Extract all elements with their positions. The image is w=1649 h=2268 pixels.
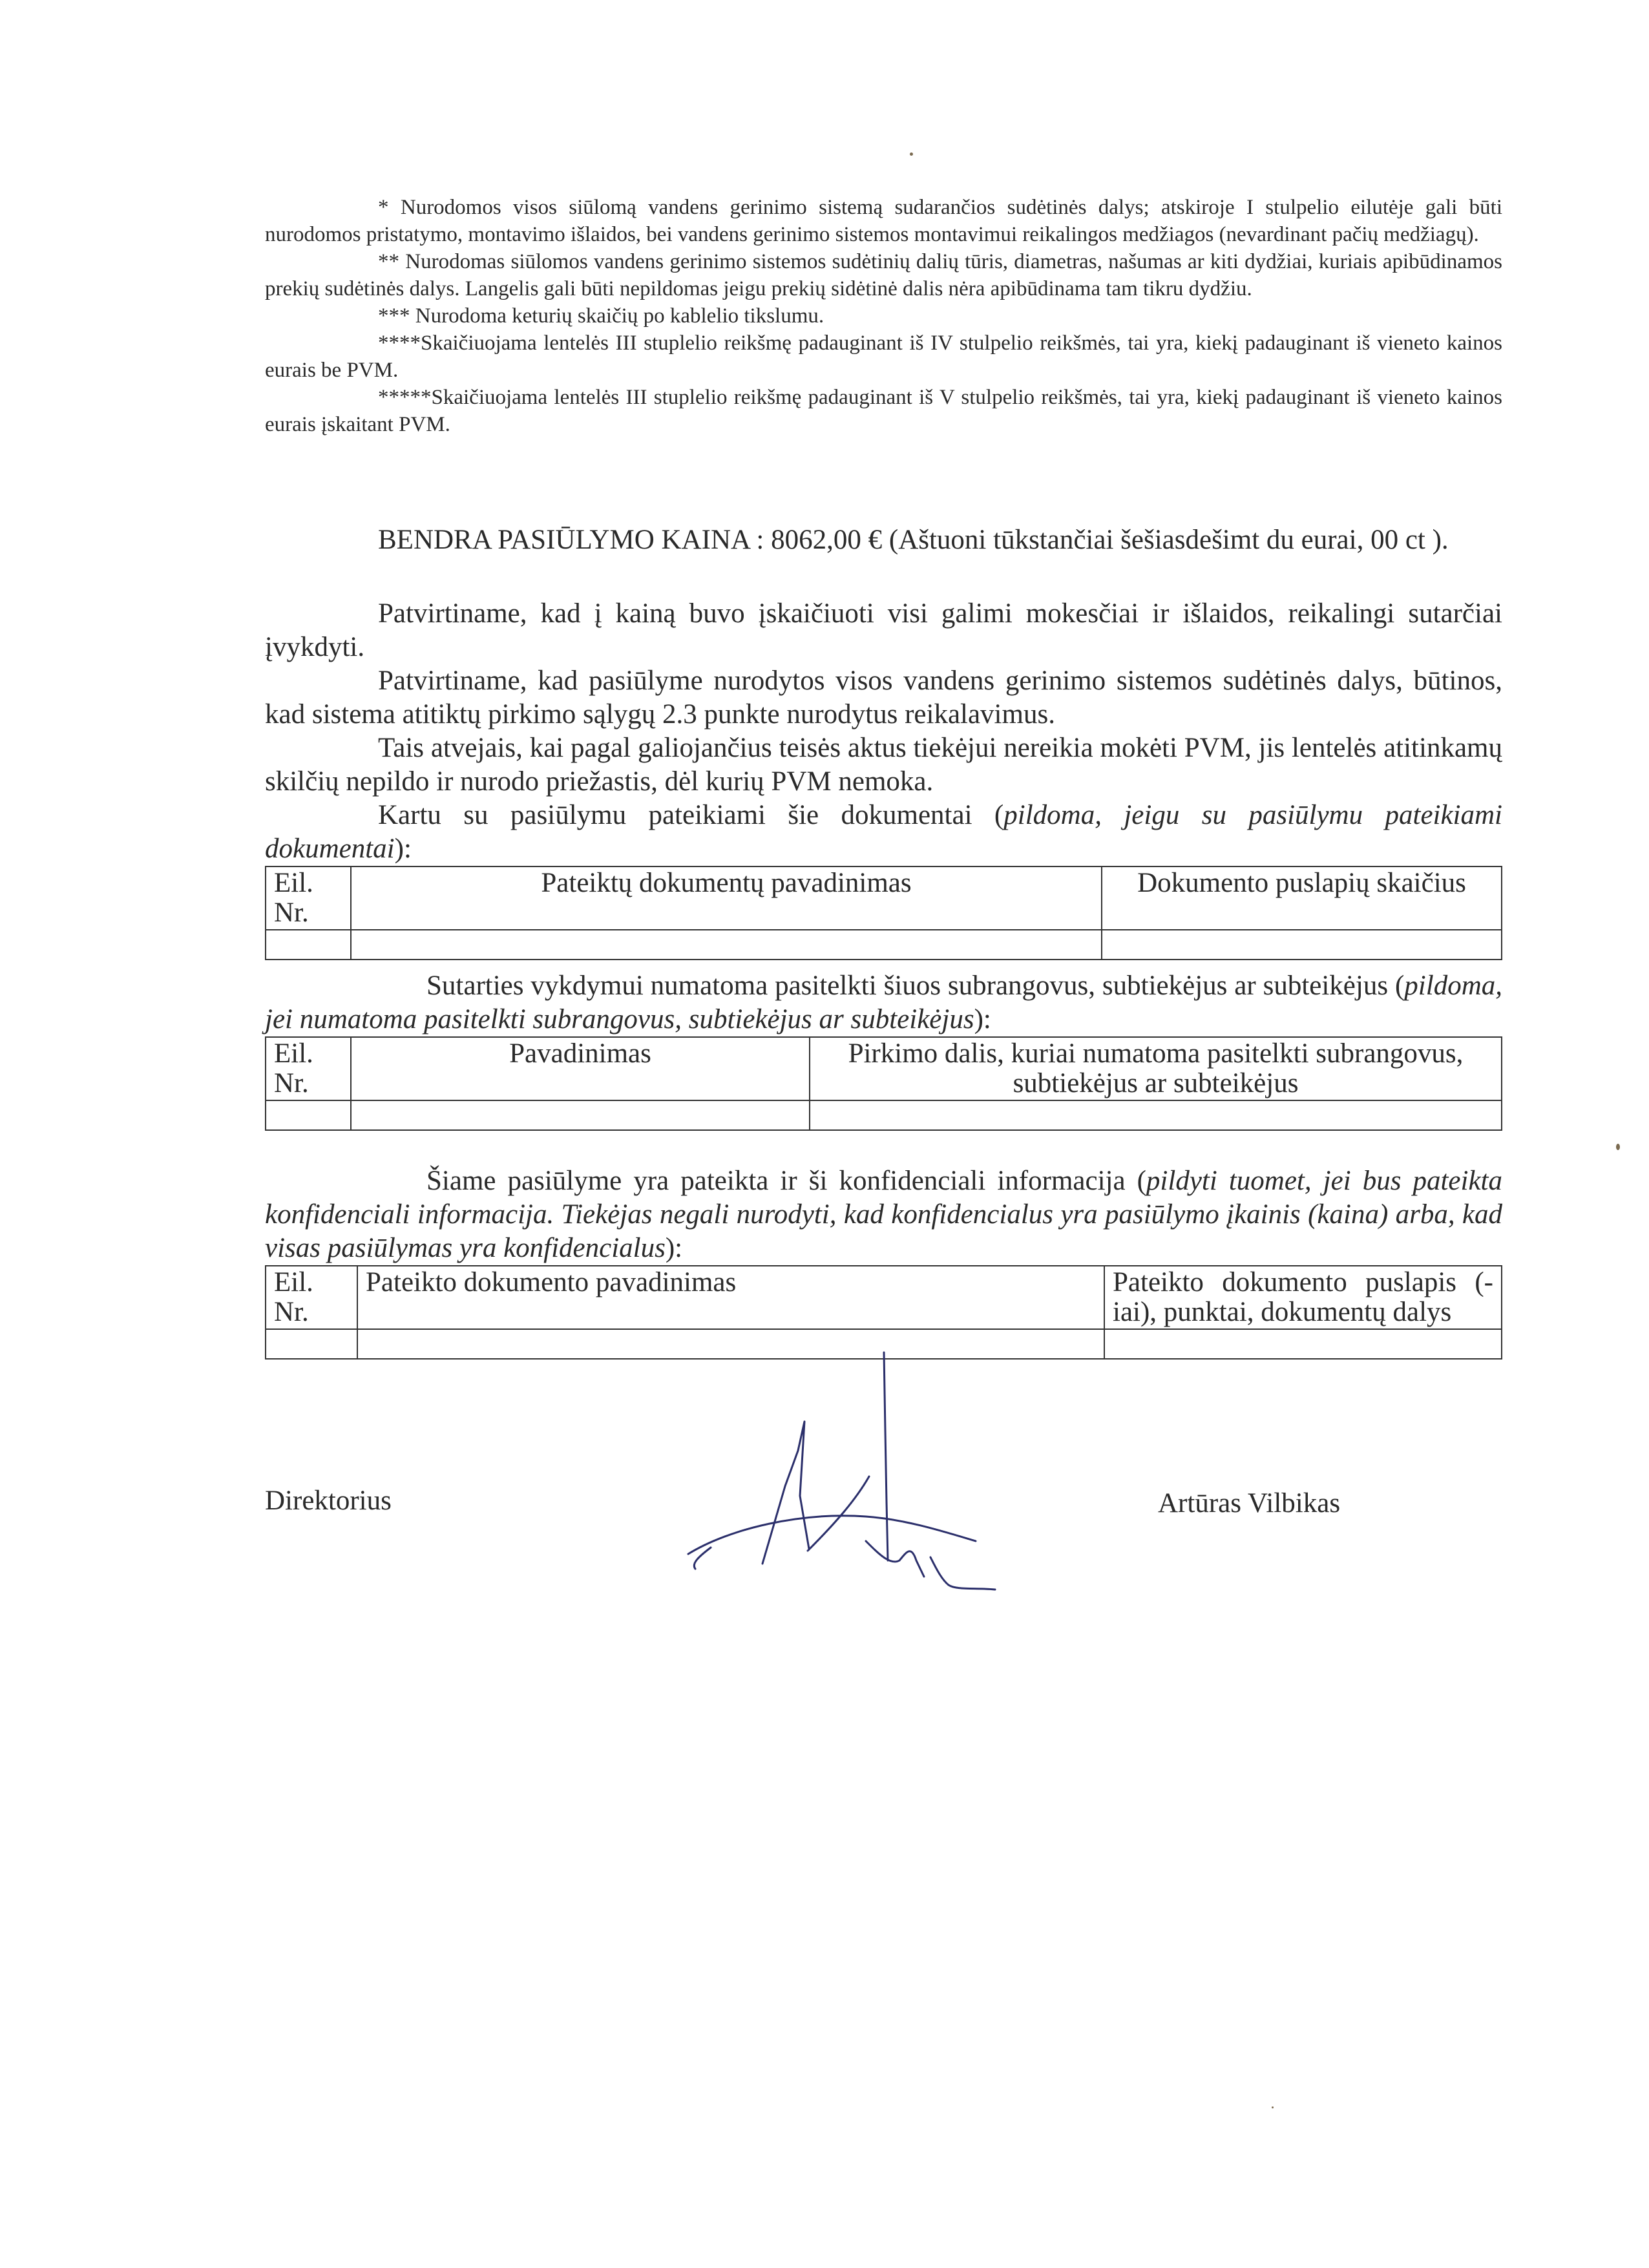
subcontractors-intro-end: ): bbox=[974, 1004, 991, 1034]
confirmation-1: Patvirtiname, kad į kainą buvo įskaičiuoti visi galimi mokesčiai ir išlaidos, reikalingi sutarčiai įvykdyti. bbox=[265, 598, 1502, 662]
documents-intro-text: Kartu su pasiūlymu pateikiami šie dokumentai ( bbox=[378, 800, 1004, 830]
documents-table-header bbox=[266, 866, 1502, 930]
confidential-col-pages: Pateikto dokumento puslapis (-iai), punktai, dokumentų dalys bbox=[1104, 1266, 1502, 1329]
subcontractors-col-part: Pirkimo dalis, kuriai numatoma pasitelkti subrangovus, subtiekėjus ar subteikėjus bbox=[810, 1037, 1502, 1100]
scan-speck bbox=[1272, 2106, 1274, 2108]
footnotes bbox=[265, 194, 1502, 438]
footnote-3: *** Nurodoma keturių skaičių po kablelio tikslumu. bbox=[378, 304, 824, 328]
documents-col-nr: Eil. Nr. bbox=[266, 866, 351, 930]
documents-intro bbox=[265, 799, 1502, 866]
table-cell[interactable] bbox=[810, 1100, 1502, 1130]
footnote-5: *****Skaičiuojama lentelės III stuplelio reikšmę padauginant iš V stulpelio reikšmės, tai yra, kiekį padauginant iš vieneto kainos eurais įskaitant PVM. bbox=[265, 386, 1502, 436]
documents-col-name: Pateiktų dokumentų pavadinimas bbox=[351, 866, 1102, 930]
confidential-col-name: Pateikto dokumento pavadinimas bbox=[357, 1266, 1104, 1329]
documents-table-row bbox=[266, 930, 1502, 960]
documents-col-pages: Dokumento puslapių skaičius bbox=[1102, 866, 1502, 930]
table-cell[interactable] bbox=[1102, 930, 1502, 960]
subcontractors-col-name: Pavadinimas bbox=[351, 1037, 810, 1100]
table-cell[interactable] bbox=[351, 1100, 810, 1130]
scan-speck bbox=[1616, 1144, 1620, 1150]
subcontractors-col-nr: Eil. Nr. bbox=[266, 1037, 351, 1100]
confidential-intro-italic: pildyti tuomet, jei bus pateikta konfidenciali informacija. Tiekėjas negali nurodyti, kad konfidencialus yra pasiūlymo įkainis (kaina) arba, kad visas pasiūlymas yra konfidencialus bbox=[265, 1166, 1502, 1263]
main-body bbox=[265, 523, 1502, 1360]
documents-intro-italic: pildoma, jeigu su pasiūlymu pateikiami dokumentai bbox=[265, 800, 1503, 864]
total-price: BENDRA PASIŪLYMO KAINA : 8062,00 € (Aštuoni tūkstančiai šešiasdešimt du eurai, 00 ct ). bbox=[378, 525, 1449, 555]
confidential-table bbox=[265, 1265, 1502, 1360]
scan-speck bbox=[910, 152, 913, 156]
subcontractors-intro bbox=[265, 969, 1502, 1036]
documents-table bbox=[265, 866, 1502, 960]
confidential-intro-end: ): bbox=[665, 1233, 683, 1263]
confidential-col-nr: Eil. Nr. bbox=[266, 1266, 357, 1329]
confirmation-3: Tais atvejais, kai pagal galiojančius teisės aktus tiekėjui nereikia mokėti PVM, jis lentelės atitinkamų skilčių nepildo ir nurodo priežastis, dėl kurių PVM nemoka. bbox=[265, 733, 1502, 797]
footnote-4: ****Skaičiuojama lentelės III stuplelio reikšmę padauginant iš IV stulpelio reikšmės, tai yra, kiekį padauginant iš vieneto kainos eurais be PVM. bbox=[265, 331, 1502, 382]
handwritten-signature bbox=[672, 1347, 1060, 1612]
confidential-intro-text: Šiame pasiūlyme yra pateikta ir ši konfidenciali informacija ( bbox=[426, 1166, 1146, 1196]
subcontractors-table-row bbox=[266, 1100, 1502, 1130]
table-cell[interactable] bbox=[266, 930, 351, 960]
signatory-role: Direktorius bbox=[265, 1486, 392, 1516]
footnote-1: * Nurodomos visos siūlomą vandens gerinimo sistemą sudarančios sudėtinės dalys; atskiroje I stulpelio eilutėje gali būti nurodomos pristatymo, montavimo išlaidos, bei vandens gerinimo sistemos montavimui reikalingos medžiagos (nevardinant pačių medžiagų). bbox=[265, 196, 1502, 246]
confidential-intro bbox=[265, 1164, 1502, 1265]
subcontractors-intro-text: Sutarties vykdymui numatoma pasitelkti šiuos subrangovus, subtiekėjus ar subteikėjus ( bbox=[426, 971, 1405, 1001]
signatory-name: Artūras Vilbikas bbox=[1158, 1488, 1341, 1518]
confidential-table-header bbox=[266, 1266, 1502, 1329]
subcontractors-table bbox=[265, 1036, 1502, 1131]
confirmation-2: Patvirtiname, kad pasiūlyme nurodytos visos vandens gerinimo sistemos sudėtinės dalys, būtinos, kad sistema atitiktų pirkimo sąlygų 2.3 punkte nurodytus reikalavimus. bbox=[265, 666, 1502, 730]
documents-intro-end: ): bbox=[394, 834, 412, 864]
subcontractors-table-header bbox=[266, 1037, 1502, 1100]
subcontractors-intro-italic: pildoma, jei numatoma pasitelkti subrangovus, subtiekėjus ar subteikėjus bbox=[265, 971, 1502, 1034]
table-cell[interactable] bbox=[266, 1100, 351, 1130]
table-cell[interactable] bbox=[1104, 1329, 1502, 1359]
table-cell[interactable] bbox=[266, 1329, 357, 1359]
table-cell[interactable] bbox=[351, 930, 1102, 960]
footnote-2: ** Nurodomas siūlomos vandens gerinimo sistemos sudėtinių dalių tūris, diametras, našumas ar kiti dydžiai, kuriais apibūdinamos prekių sudėtinės dalys. Langelis gali būti nepildomas jeigu prekių sidėtinė dalis nėra apibūdinama tam tikru dydžiu. bbox=[265, 250, 1502, 300]
